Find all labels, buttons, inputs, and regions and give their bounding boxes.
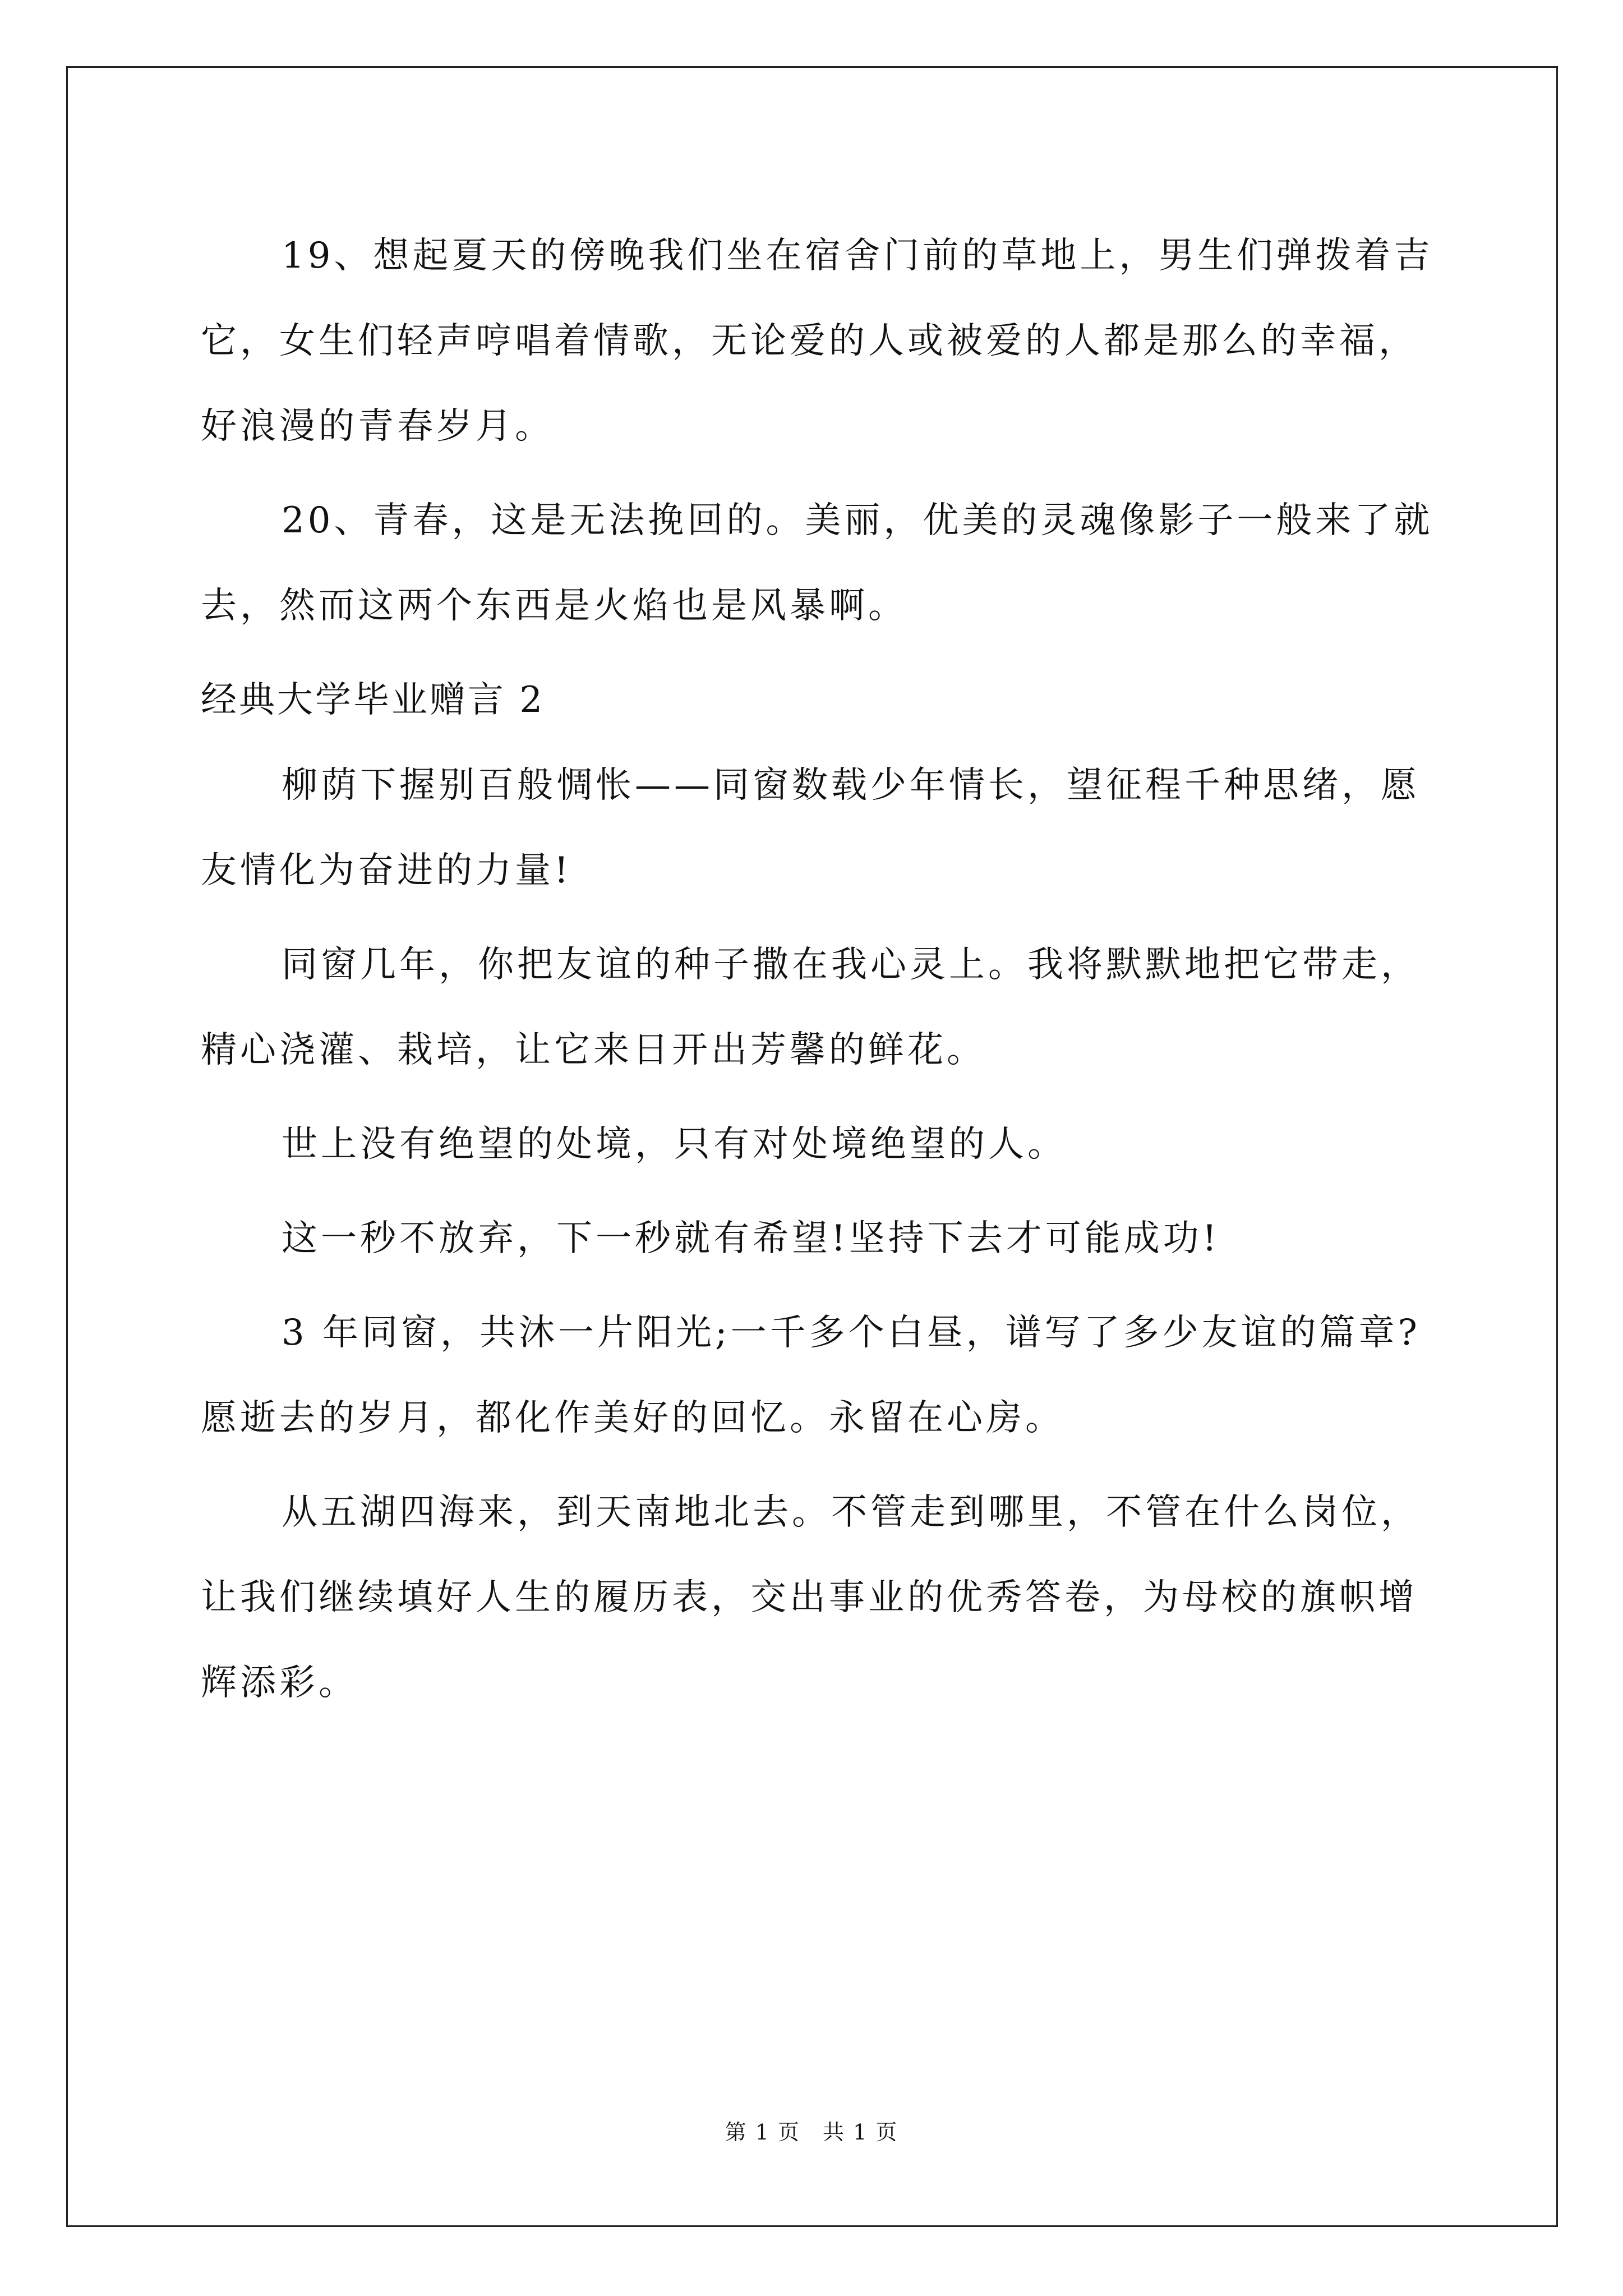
paragraph-willow-farewell: 柳荫下握别百般惆怅——同窗数载少年情长，望征程千种思绪，愿友情化为奋进的力量! [201, 765, 1420, 891]
paragraph-no-despair: 世上没有绝望的处境，只有对处境绝望的人。 [282, 1124, 1067, 1165]
paragraph-five-lakes: 从五湖四海来，到天南地北去。不管走到哪里，不管在什么岗位，让我们继续填好人生的履历表，交出事业的优秀答卷，为母校的旗帜增辉添彩。 [201, 1492, 1420, 1704]
section-heading: 经典大学毕业赠言 2 [201, 679, 545, 721]
paragraph-19: 19、想起夏天的傍晚我们坐在宿舍门前的草地上，男生们弹拨着吉它，女生们轻声哼唱着情歌，无论爱的人或被爱的人都是那么的幸福，好浪漫的青春岁月。 [201, 235, 1433, 447]
page-footer: 第 1 页 共 1 页 [725, 2120, 898, 2145]
paragraph-dont-give-up: 这一秒不放弃，下一秒就有希望!坚持下去才可能成功! [282, 1218, 1220, 1259]
paragraph-three-years: 3 年同窗，共沐一片阳光;一千多个白昼，谱写了多少友谊的篇章?愿逝去的岁月，都化作美好的回忆。永留在心房。 [201, 1312, 1421, 1439]
paragraph-20: 20、青春，这是无法挽回的。美丽，优美的灵魂像影子一般来了就去，然而这两个东西是火焰也是风暴啊。 [201, 500, 1433, 627]
document-body [201, 213, 1435, 1726]
paragraph-friendship-seed: 同窗几年，你把友谊的种子撒在我心灵上。我将默默地把它带走，精心浇灌、栽培，让它来日开出芳馨的鲜花。 [201, 944, 1420, 1071]
